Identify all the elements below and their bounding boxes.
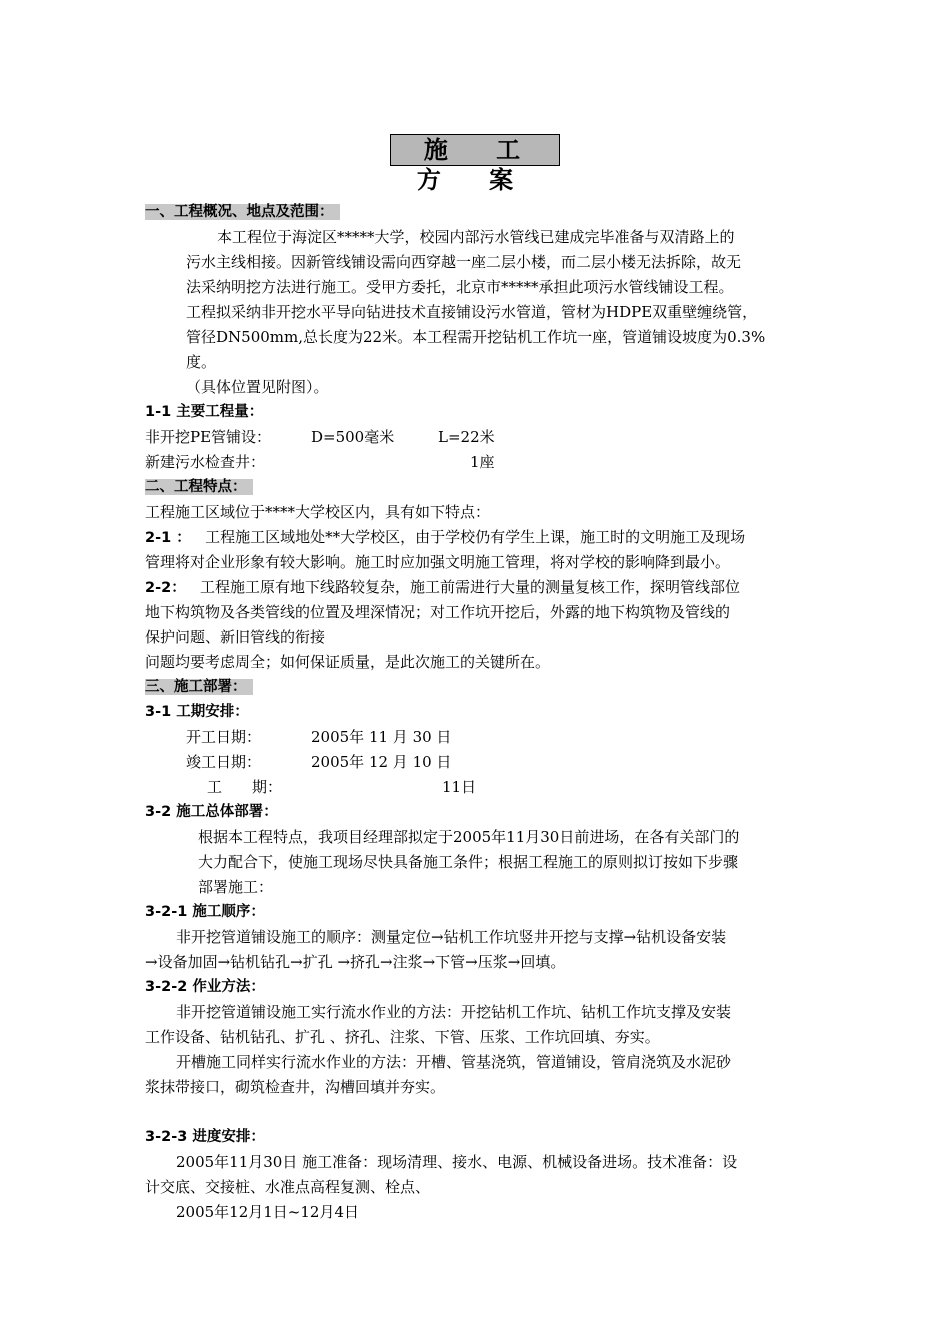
section-3-2-2-line-1: 非开挖管道铺设施工实行流水作业的方法：开挖钻机工作坑、钻机工作坑支撑及安装 — [176, 1003, 732, 1021]
document-title: 施 工 方 案 — [390, 134, 560, 166]
section-2-2-line-2: 地下构筑物及各类管线的位置及埋深情况；对工作坑开挖后，外露的地下构筑物及管线的 — [145, 603, 731, 621]
section-3-2-heading: 3-2 施工总体部署： — [145, 804, 278, 820]
section-3-2-1-heading: 3-2-1 施工顺序： — [145, 904, 265, 920]
section-3-2-line-2: 大力配合下，使施工现场尽快具备施工条件；根据工程施工的原则拟订按如下步骤 — [198, 853, 739, 871]
section-3-2-2-line-3: 开槽施工同样实行流水作业的方法：开槽、管基浇筑，管道铺设，管肩浇筑及水泥砂 — [176, 1053, 732, 1071]
section-3-2-1-line-2: →设备加固→钻机钻孔→扩孔 →挤孔→注浆→下管→压浆→回填。 — [145, 953, 566, 971]
section-3-2-line-3: 部署施工： — [198, 878, 274, 896]
section-3-2-line-1: 根据本工程特点，我项目经理部拟定于2005年11月30日前进场，在各有关部门的 — [198, 828, 740, 846]
section-2-heading: 二、工程特点： — [145, 477, 253, 497]
quantity-row-2-label: 新建污水检查井： — [145, 453, 266, 471]
section-2-1-line-2: 管理将对企业形象有较大影响。施工时应加强文明施工管理，将对学校的影响降到最小。 — [145, 553, 731, 571]
section-2-1-line-1: 2-1 ： 工程施工区域地处**大学校区，由于学校仍有学生上课，施工时的文明施工及现场 — [145, 528, 746, 546]
section-2-2-line-1: 2-2： 工程施工原有地下线路较复杂，施工前需进行大量的测量复核工作，探明管线部位 — [145, 578, 741, 596]
section-1-line-6: 度。 — [186, 353, 217, 371]
section-3-2-2-line-2: 工作设备、钻机钻孔、扩孔 、挤孔、注浆、下管、压浆、工作坑回填、夯实。 — [145, 1028, 660, 1046]
section-2-2-line-3: 保护问题、新旧管线的衔接 — [145, 628, 326, 646]
quantity-row-1-label: 非开挖PE管铺设： — [145, 428, 272, 446]
quantity-row-1-diameter: D=500毫米 — [311, 428, 395, 446]
section-1-line-2: 污水主线相接。因新管线铺设需向西穿越一座二层小楼，而二层小楼无法拆除，故无 — [186, 253, 742, 271]
section-2-2-line-4: 问题均要考虑周全；如何保证质量，是此次施工的关键所在。 — [145, 653, 551, 671]
duration-value: 11日 — [442, 778, 477, 796]
section-1-line-5: 管径DN500mm,总长度为22米。本工程需开挖钻机工作坑一座，管道铺设坡度为0.3% — [186, 328, 766, 346]
section-2-intro: 工程施工区域位于****大学校区内，具有如下特点： — [145, 503, 491, 521]
duration-label: 工 期： — [207, 778, 283, 796]
section-2-2-label: 2-2： — [145, 580, 186, 596]
section-3-2-3-line-2: 计交底、交接桩、水准点高程复测、栓点、 — [145, 1178, 431, 1196]
section-1-1-heading: 1-1 主要工程量： — [145, 404, 264, 420]
section-3-2-3-line-3: 2005年12月1日~12月4日 — [176, 1203, 360, 1221]
section-1-heading: 一、工程概况、地点及范围： — [145, 202, 340, 222]
quantity-row-1-length: L=22米 — [438, 428, 495, 446]
start-date-value: 2005年 11 月 30 日 — [311, 728, 452, 746]
quantity-row-2-qty: 1座 — [470, 453, 495, 471]
section-3-2-2-line-4: 浆抹带接口，砌筑检查井，沟槽回填并夯实。 — [145, 1078, 446, 1096]
section-1-line-4: 工程拟采纳非开挖水平导向钻进技术直接铺设污水管道，管材为HDPE双重壁缠绕管， — [186, 303, 758, 321]
section-1-line-1: 本工程位于海淀区*****大学，校园内部污水管线已建成完毕准备与双清路上的 — [217, 228, 735, 246]
section-1-line-3: 法采纳明挖方法进行施工。受甲方委托，北京市*****承担此项污水管线铺设工程。 — [186, 278, 734, 296]
section-3-2-2-heading: 3-2-2 作业方法： — [145, 979, 265, 995]
section-3-2-3-heading: 3-2-3 进度安排： — [145, 1129, 265, 1145]
section-3-2-1-line-1: 非开挖管道铺设施工的顺序：测量定位→钻机工作坑竖井开挖与支撑→钻机设备安装 — [176, 928, 727, 946]
section-3-heading: 三、施工部署： — [145, 677, 253, 697]
end-date-value: 2005年 12 月 10 日 — [311, 753, 452, 771]
section-2-1-label: 2-1 ： — [145, 530, 191, 546]
section-3-1-heading: 3-1 工期安排： — [145, 704, 249, 720]
section-1-line-7: （具体位置见附图）。 — [186, 378, 329, 396]
section-3-2-3-line-1: 2005年11月30日 施工准备：现场清理、接水、电源、机械设备进场。技术准备：设 — [176, 1153, 738, 1171]
start-date-label: 开工日期： — [186, 728, 262, 746]
end-date-label: 竣工日期： — [186, 753, 262, 771]
